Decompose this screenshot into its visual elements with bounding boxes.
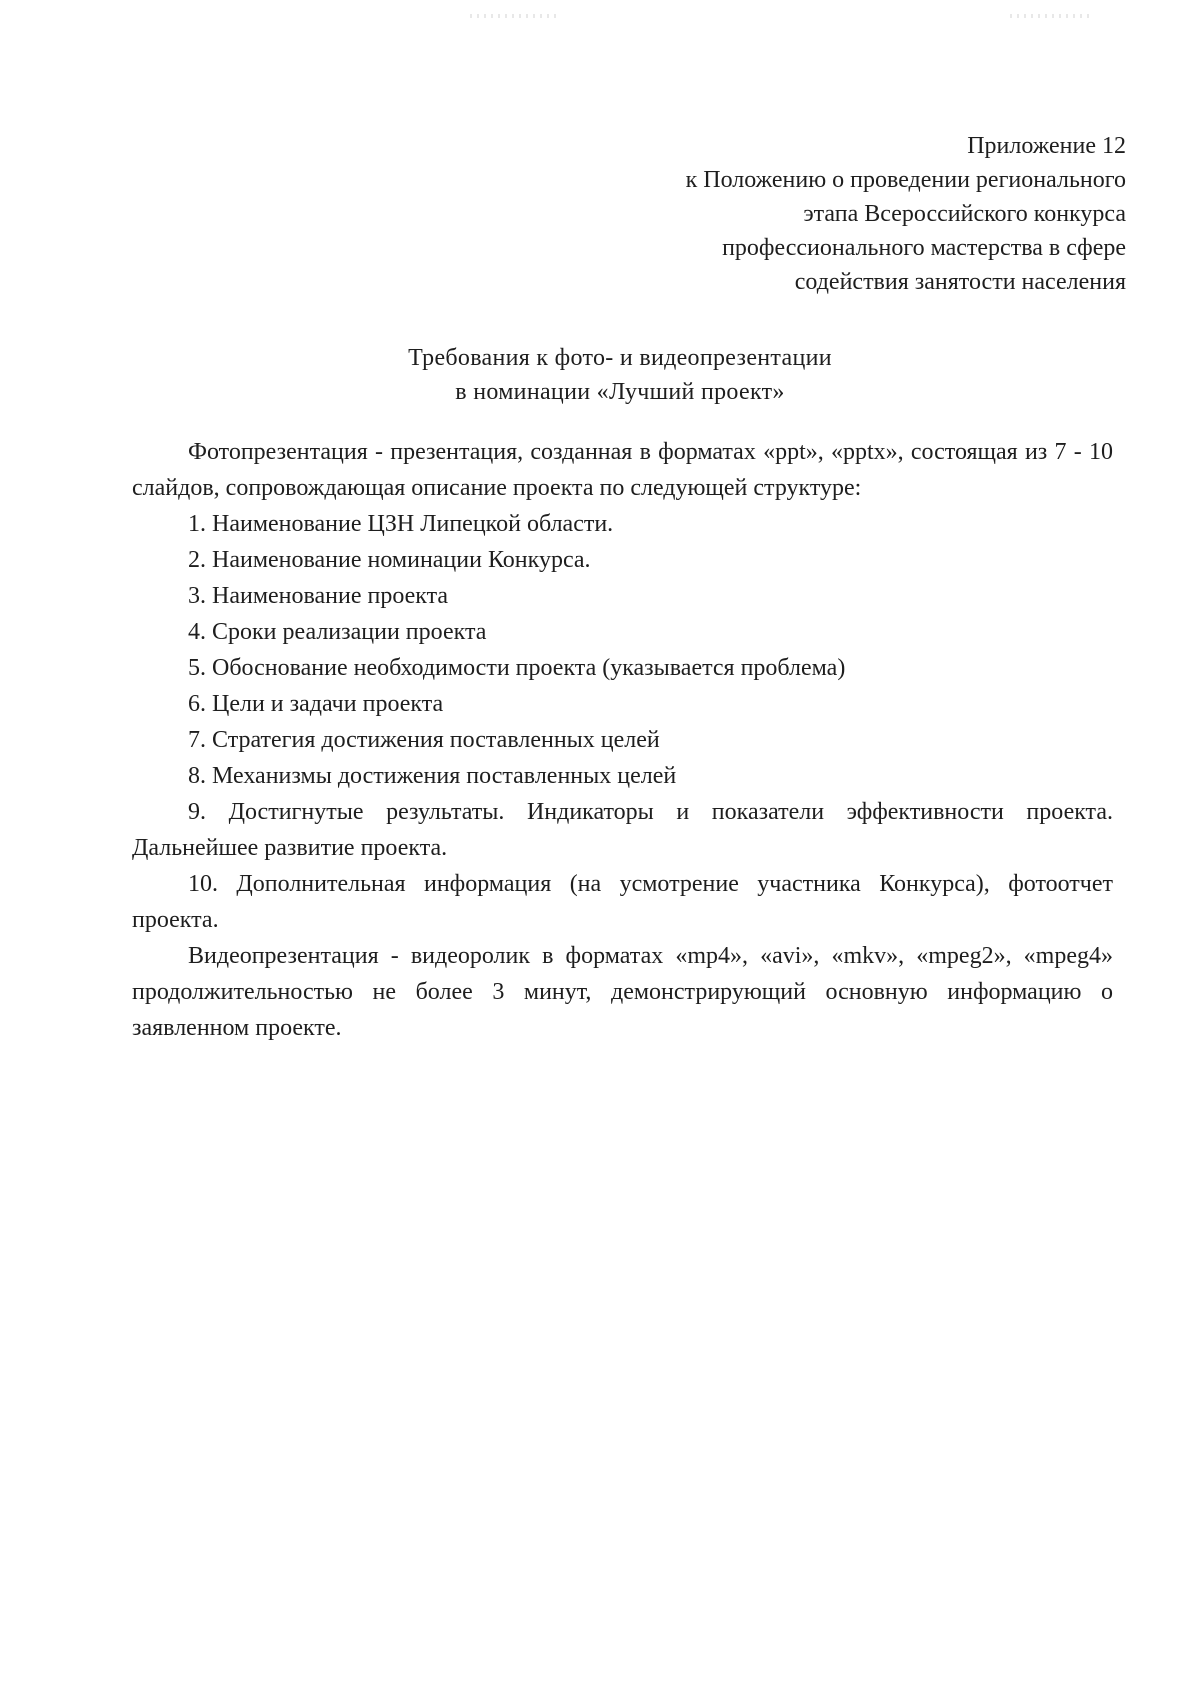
list-item: 7. Стратегия достижения поставленных целей xyxy=(188,727,660,753)
title-line: в номинации «Лучший проект» xyxy=(455,379,785,405)
scan-artifact xyxy=(470,14,560,18)
list-item: 6. Цели и задачи проекта xyxy=(188,691,444,717)
intro-paragraph: Фотопрезентация - презентация, созданная в форматах «ppt», «pptx», состоящая из 7 - 10 слайдов, сопровождающая описание проекта по следующей структуре: xyxy=(132,439,1113,501)
document-title xyxy=(0,341,1200,409)
list-item: 3. Наименование проекта xyxy=(188,583,449,609)
list-item: 10. Дополнительная информация (на усмотрение участника Конкурса), фотоотчет проекта. xyxy=(132,871,1113,933)
appendix-line: к Положению о проведении регионального xyxy=(685,167,1126,193)
appendix-header xyxy=(686,129,1126,299)
video-paragraph: Видеопрезентация - видеоролик в форматах «mp4», «avi», «mkv», «mpeg2», «mpeg4» продолжительностью не более 3 минут, демонстрирующий основную информацию о заявленном проекте. xyxy=(132,943,1113,1041)
list-item: 2. Наименование номинации Конкурса. xyxy=(188,547,591,573)
appendix-line: этапа Всероссийского конкурса xyxy=(803,201,1126,227)
scan-artifact xyxy=(1010,14,1090,18)
list-item: 5. Обоснование необходимости проекта (указывается проблема) xyxy=(188,655,846,681)
list-item: 9. Достигнутые результаты. Индикаторы и показатели эффективности проекта. Дальнейшее развитие проекта. xyxy=(132,799,1113,861)
title-line: Требования к фото- и видеопрезентации xyxy=(408,345,832,371)
appendix-line: профессионального мастерства в сфере xyxy=(722,235,1126,261)
appendix-line: Приложение 12 xyxy=(967,133,1126,159)
list-item: 8. Механизмы достижения поставленных целей xyxy=(188,763,677,789)
list-item: 1. Наименование ЦЗН Липецкой области. xyxy=(188,511,614,537)
list-item: 4. Сроки реализации проекта xyxy=(188,619,487,645)
document-body xyxy=(132,434,1113,1046)
appendix-line: содействия занятости населения xyxy=(794,269,1126,295)
